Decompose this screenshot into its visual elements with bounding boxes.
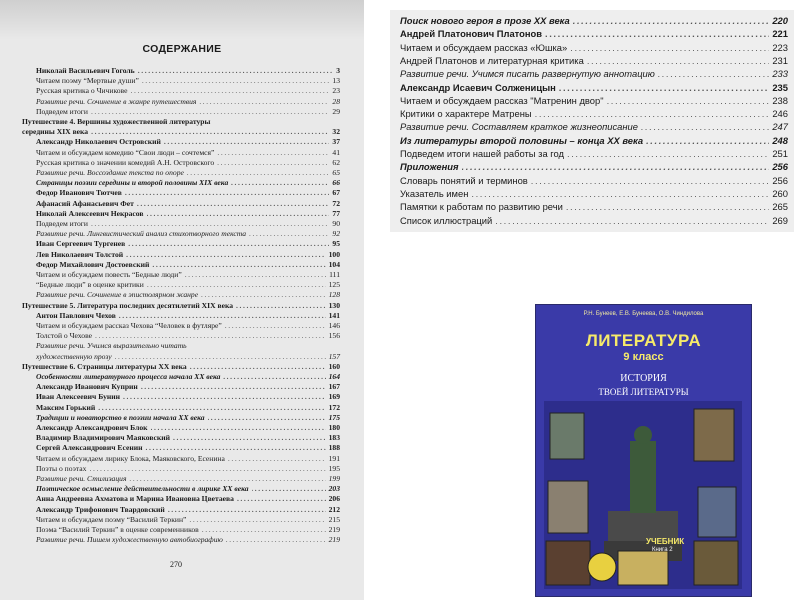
- toc-entry-page: 215: [328, 514, 340, 524]
- toc-entry-title: Русская критика о Чичикове: [36, 86, 128, 96]
- toc-entry-title: Из литературы второй половины – конца XX века: [400, 134, 644, 146]
- toc-entry: [36, 240, 340, 248]
- toc-entry: [36, 506, 340, 514]
- toc-dot-leader: [91, 108, 329, 116]
- toc-entry-page: 100: [328, 249, 340, 259]
- toc-dot-leader: [115, 353, 326, 361]
- toc-entry-page: 180: [328, 423, 340, 432]
- toc-entry-page: 212: [328, 504, 340, 514]
- toc-entry-page: 157: [328, 351, 340, 361]
- toc-entry-title: Толстой о Чехове: [36, 331, 93, 341]
- page-top-shadow: [0, 0, 364, 40]
- toc-entry: [400, 122, 788, 131]
- toc-entry-title: Подведем итоги: [36, 219, 88, 228]
- toc-entry: [36, 322, 340, 330]
- toc-entry-page: 32: [332, 127, 340, 137]
- toc-entry-title: Развитие речи. Стилизация: [36, 474, 127, 483]
- toc-entry-title: Федор Иванович Тютчев: [36, 188, 122, 198]
- toc-entry-page: 41: [332, 147, 340, 157]
- toc-entry: [36, 353, 340, 361]
- toc-dot-leader: [142, 77, 330, 85]
- toc-dot-leader: [185, 271, 326, 279]
- toc-entry-page: 203: [328, 484, 340, 494]
- cover-authors: Р.Н. Бунеев, Е.В. Бунеева, О.В. Чиндилова: [583, 311, 704, 317]
- toc-entry-title: Развитие речи. Учимся писать развернутую аннотацию: [400, 68, 655, 80]
- toc-entry-title: Читаем и обсуждаем поэму “Василий Теркин”: [36, 514, 187, 524]
- toc-entry: [36, 475, 340, 483]
- toc-dot-leader: [91, 220, 329, 228]
- toc-entry-title: Владимир Владимирович Маяковский: [36, 433, 171, 443]
- toc-entry-page: 125: [328, 280, 340, 290]
- toc-entry: [36, 526, 340, 534]
- toc-entry-title: Развитие речи. Лингвистический анализ стихотворного текста: [36, 229, 247, 239]
- toc-dot-leader: [125, 189, 330, 197]
- toc-entry-page: 67: [332, 188, 340, 198]
- toc-entry-title: Анна Андреевна Ахматова и Марина Ивановна Цветаева: [36, 494, 234, 504]
- toc-entry: [36, 312, 340, 320]
- toc-entry: [36, 383, 340, 391]
- toc-entry: [36, 98, 340, 106]
- toc-entry-page: 169: [328, 392, 340, 402]
- toc-entry-page: 206: [328, 494, 340, 504]
- toc-entry-title: Иван Сергеевич Тургенев: [36, 239, 126, 249]
- toc-dot-leader: [607, 96, 770, 105]
- toc-entry-title: Развитие речи. Сочинение в эпистолярном жанре: [36, 290, 199, 300]
- cover-textbook-label: УЧЕБНИК: [646, 537, 685, 546]
- toc-dot-leader: [237, 495, 326, 503]
- toc-entry: [22, 128, 340, 136]
- toc-entry-title: художественную прозу: [36, 351, 112, 361]
- toc-entry: [36, 251, 340, 259]
- toc-dot-leader: [217, 159, 329, 167]
- toc-entry-title: Читаем поэму “Мертвые души”: [36, 76, 139, 86]
- toc-entry: [36, 444, 340, 452]
- toc-dot-leader: [119, 312, 326, 320]
- toc-dot-leader: [567, 149, 769, 158]
- toc-entry-title: Особенности литературного процесса начала XX века: [36, 372, 221, 381]
- toc-entry: [36, 495, 340, 503]
- toc-entry-page: 265: [772, 201, 788, 213]
- toc-entry-title: Максим Горький: [36, 402, 96, 412]
- toc-entry-title: Путешествие 4. Вершины художественной литературы: [22, 117, 211, 126]
- toc-entry-title: Список иллюстраций: [400, 214, 493, 226]
- toc-entry-page: 72: [332, 198, 340, 208]
- toc-entry-page: 13: [332, 76, 340, 86]
- toc-dot-leader: [658, 69, 770, 78]
- toc-dot-leader: [164, 138, 330, 146]
- toc-dot-leader: [147, 210, 330, 218]
- toc-entry: [36, 179, 340, 187]
- toc-entry: [22, 363, 340, 371]
- toc-entry-title: середины XIX века: [22, 127, 89, 137]
- toc-entry: [36, 149, 340, 157]
- toc-entry-page: 223: [772, 41, 788, 53]
- toc-entry-title: Александр Иванович Куприн: [36, 382, 138, 392]
- cover-title: ЛИТЕРАТУРА: [585, 331, 702, 350]
- toc-entry-title: Поиск нового героя в прозе XX века: [400, 15, 570, 26]
- toc-entry-page: 29: [332, 106, 340, 116]
- toc-page-left: [0, 0, 364, 600]
- toc-entry-page: 66: [332, 178, 340, 188]
- toc-entry-page: 269: [772, 214, 788, 226]
- toc-dot-leader: [138, 67, 334, 75]
- toc-dot-leader: [226, 536, 326, 544]
- toc-entry-page: 128: [328, 290, 340, 300]
- toc-entry-title: Поэтическое осмысление действительности в лирике XX века: [36, 484, 249, 494]
- toc-entry-title: Развитие речи. Пишем художественную автобиографию: [36, 535, 223, 545]
- toc-entry-title: Словарь понятий и терминов: [400, 174, 528, 186]
- toc-entry-page: 172: [328, 402, 340, 412]
- toc-entry-title: Читаем и обсуждаем комедию “Свои люди – сочтемся”: [36, 147, 215, 157]
- toc-entry-title: Указатель имен: [400, 187, 469, 199]
- toc-entry: [36, 424, 340, 432]
- toc-dot-leader: [495, 216, 769, 225]
- toc-dot-leader: [208, 414, 326, 422]
- toc-entry: [400, 56, 788, 65]
- toc-entry: [36, 281, 340, 289]
- cover-grade: 9 класс: [623, 351, 664, 363]
- toc-dot-leader: [91, 128, 329, 136]
- toc-entry-page: 219: [328, 535, 340, 545]
- toc-entry: [36, 159, 340, 167]
- toc-dot-leader: [252, 485, 326, 493]
- toc-entry: [22, 118, 340, 126]
- toc-entry: [400, 43, 788, 52]
- toc-entry-page: 256: [772, 161, 788, 173]
- toc-entry-title: “Бедные люди” в оценке критики: [36, 280, 144, 290]
- toc-entry-page: 130: [328, 300, 340, 310]
- toc-entry-page: 238: [772, 94, 788, 106]
- toc-entry-title: Памятки к работам по развитию речи: [400, 201, 563, 213]
- toc-dot-leader: [123, 393, 326, 401]
- toc-entry: [36, 200, 340, 208]
- toc-dot-leader: [187, 169, 330, 177]
- toc-dot-leader: [152, 261, 325, 269]
- toc-entry: [400, 83, 788, 92]
- toc-entry-title: Читаем и обсуждаем лирику Блока, Маяковского, Есенина: [36, 453, 225, 463]
- toc-entry-title: Путешествие 5. Литература последних десятилетий XIX века: [22, 300, 234, 310]
- toc-entry: [36, 189, 340, 197]
- toc-heading: СОДЕРЖАНИЕ: [142, 43, 222, 55]
- toc-entry-page: 183: [328, 433, 340, 443]
- toc-entry-title: Читаем и обсуждаем рассказ Чехова “Человек в футляре”: [36, 321, 222, 330]
- toc-entry-title: Критики о характере Матрены: [400, 108, 532, 120]
- toc-entry-title: Читаем и обсуждаем повесть “Бедные люди”: [36, 270, 182, 279]
- toc-entry-title: Путешествие 6. Страницы литературы XX века: [22, 361, 187, 371]
- toc-entry-page: 251: [772, 148, 788, 159]
- toc-entry: [400, 176, 788, 185]
- toc-dot-leader: [545, 29, 769, 38]
- toc-dot-leader: [89, 465, 325, 473]
- toc-entry-title: Подведем итоги нашей работы за год: [400, 148, 564, 159]
- toc-entry-page: 77: [332, 208, 340, 218]
- toc-entry-page: 141: [328, 310, 340, 320]
- toc-entry: [36, 138, 340, 146]
- toc-entry-title: Страницы поэзии середины и второй половины XIX века: [36, 178, 229, 188]
- toc-dot-leader: [189, 516, 325, 524]
- toc-entry-page: 220: [772, 15, 788, 26]
- toc-entry: [36, 210, 340, 218]
- toc-entry-page: 92: [332, 229, 340, 239]
- toc-entry: [36, 393, 340, 401]
- toc-entry-page: 191: [328, 453, 340, 463]
- toc-dot-leader: [168, 506, 326, 514]
- toc-entry: [36, 220, 340, 228]
- toc-entry-page: 28: [332, 96, 340, 106]
- toc-dot-leader: [587, 56, 770, 65]
- toc-entry-title: Андрей Платонов и литературная критика: [400, 54, 584, 66]
- toc-entry-page: 219: [328, 525, 340, 534]
- toc-dot-leader: [217, 149, 329, 157]
- toc-entry-page: 111: [329, 270, 340, 279]
- toc-dot-leader: [98, 404, 325, 412]
- toc-entry-title: Развитие речи. Составляем краткое жизнеописание: [400, 121, 638, 133]
- toc-entry-page: 146: [328, 321, 340, 330]
- toc-entry-title: Лев Николаевич Толстой: [36, 249, 124, 259]
- toc-dot-leader: [95, 332, 326, 340]
- toc-entry-page: 156: [328, 331, 340, 341]
- toc-dot-leader: [126, 251, 325, 259]
- toc-entry-page: 65: [332, 168, 340, 177]
- toc-dot-leader: [130, 87, 329, 95]
- toc-entry: [36, 271, 340, 279]
- cover-book-part: Книга 2: [652, 547, 673, 553]
- toc-dot-leader: [128, 240, 329, 248]
- toc-entry-title: Николай Алексеевич Некрасов: [36, 208, 144, 218]
- toc-entry: [400, 202, 788, 211]
- toc-entry: [400, 216, 788, 225]
- toc-entry-page: 104: [328, 259, 340, 269]
- toc-entry-page: 256: [772, 174, 788, 186]
- toc-dot-leader: [190, 363, 326, 371]
- toc-entry: [36, 291, 340, 299]
- toc-entry: [36, 77, 340, 85]
- toc-entry-title: Поэты о поэтах: [36, 463, 87, 473]
- book-cover: [535, 304, 752, 597]
- toc-entry-page: 164: [328, 372, 340, 381]
- toc-entry: [36, 230, 340, 238]
- toc-dot-leader: [559, 83, 770, 92]
- toc-dot-leader: [573, 16, 770, 25]
- toc-entry-title: Развитие речи. Учимся выразительно читать: [36, 341, 187, 351]
- toc-entry: [400, 16, 788, 25]
- toc-entry: [36, 414, 340, 422]
- toc-entry-title: Традиции и новаторство в поэзии начала XX века: [36, 412, 205, 422]
- toc-entry-title: Александр Александрович Блок: [36, 423, 148, 432]
- toc-dot-leader: [535, 109, 770, 118]
- cover-illustration: [544, 401, 742, 589]
- toc-entry: [36, 434, 340, 442]
- toc-entry-page: 248: [772, 134, 788, 146]
- toc-dot-leader: [566, 202, 770, 211]
- toc-entry-title: Александр Исаевич Солженицын: [400, 81, 556, 93]
- toc-entry: [36, 516, 340, 524]
- cover-history: ИСТОРИЯ: [620, 373, 667, 384]
- toc-entry: [36, 67, 340, 75]
- toc-dot-leader: [471, 189, 769, 198]
- toc-entry-page: 90: [332, 219, 340, 228]
- toc-dot-leader: [129, 475, 325, 483]
- toc-entry-title: Читаем и обсуждаем рассказ «Юшка»: [400, 41, 568, 53]
- toc-entry: [36, 108, 340, 116]
- toc-entry-title: Поэма “Василий Теркин” в оценке современников: [36, 525, 199, 534]
- toc-entry: [36, 404, 340, 412]
- toc-entry-page: 247: [772, 121, 788, 133]
- toc-entry: [36, 373, 340, 381]
- toc-entry: [22, 302, 340, 310]
- toc-dot-leader: [641, 122, 769, 131]
- toc-dot-leader: [147, 281, 326, 289]
- toc-dot-leader: [201, 291, 326, 299]
- toc-dot-leader: [462, 162, 770, 171]
- toc-entry-page: 167: [328, 382, 340, 392]
- toc-entry-page: 175: [328, 412, 340, 422]
- toc-entry: [400, 149, 788, 158]
- toc-entry-page: 260: [772, 187, 788, 199]
- toc-entry-page: 199: [328, 474, 340, 483]
- toc-entry: [400, 96, 788, 105]
- toc-entry-title: Афанасий Афанасьевич Фет: [36, 198, 134, 208]
- page-number: 270: [170, 560, 182, 569]
- toc-entry-title: Антон Павлович Чехов: [36, 310, 116, 320]
- toc-entry-title: Приложения: [400, 161, 459, 173]
- toc-entry: [36, 87, 340, 95]
- toc-entry: [400, 109, 788, 118]
- toc-dot-leader: [646, 136, 769, 145]
- toc-entry: [400, 29, 788, 38]
- toc-entry-page: 233: [772, 68, 788, 80]
- toc-entry-page: 160: [328, 361, 340, 371]
- cover-subtitle: ТВОЕЙ ЛИТЕРАТУРЫ: [598, 387, 689, 397]
- toc-dot-leader: [249, 230, 329, 238]
- toc-entry: [36, 455, 340, 463]
- toc-entry-page: 3: [336, 66, 340, 75]
- toc-entry: [36, 465, 340, 473]
- toc-entry-title: Сергей Александрович Есенин: [36, 443, 143, 453]
- toc-dot-leader: [231, 179, 329, 187]
- toc-entry: [36, 536, 340, 544]
- toc-entry: [36, 485, 340, 493]
- toc-dot-leader: [173, 434, 326, 442]
- toc-entry: [36, 261, 340, 269]
- toc-entry-page: 195: [328, 463, 340, 473]
- toc-dot-leader: [223, 373, 325, 381]
- toc-entry-title: Иван Алексеевич Бунин: [36, 392, 120, 402]
- toc-entry: [400, 189, 788, 198]
- toc-dot-leader: [151, 424, 326, 432]
- toc-dot-leader: [531, 176, 770, 185]
- toc-dot-leader: [225, 322, 326, 330]
- toc-dot-leader: [202, 526, 326, 534]
- toc-dot-leader: [570, 43, 769, 52]
- toc-entry-page: 23: [332, 86, 340, 96]
- toc-dot-leader: [199, 98, 329, 106]
- toc-entry-page: 246: [772, 108, 788, 120]
- toc-entry: [36, 332, 340, 340]
- toc-entry-page: 221: [772, 28, 788, 40]
- toc-entry-title: Александр Николаевич Островский: [36, 137, 161, 147]
- toc-entry: [400, 69, 788, 78]
- toc-entry-title: Развитие речи. Воссоздание текста по опоре: [36, 168, 184, 177]
- toc-entry-title: Подведем итоги: [36, 106, 88, 116]
- toc-entry: [36, 342, 340, 350]
- toc-entry-page: 235: [772, 81, 788, 93]
- toc-entry-title: Русская критика о значении комедий А.Н. Островского: [36, 157, 215, 167]
- toc-entry-title: Развитие речи. Сочинение в жанре путешествия: [36, 96, 197, 106]
- toc-page-right: [390, 10, 794, 232]
- toc-dot-leader: [141, 383, 326, 391]
- toc-dot-leader: [145, 444, 325, 452]
- toc-entry: [400, 136, 788, 145]
- toc-dot-leader: [228, 455, 326, 463]
- toc-entry-page: 231: [772, 54, 788, 66]
- toc-entry-title: Андрей Платонович Платонов: [400, 28, 543, 40]
- toc-entry: [400, 162, 788, 171]
- toc-entry-title: Александр Трифонович Твардовский: [36, 504, 165, 514]
- toc-entry-page: 95: [332, 239, 340, 249]
- toc-entry-title: Федор Михайлович Достоевский: [36, 259, 150, 269]
- toc-dot-leader: [236, 302, 326, 310]
- toc-entry-page: 188: [328, 443, 340, 453]
- toc-entry-title: Николай Васильевич Гоголь: [36, 66, 135, 75]
- toc-entry: [36, 169, 340, 177]
- toc-entry-page: 37: [332, 137, 340, 147]
- toc-entry-page: 62: [332, 157, 340, 167]
- toc-entry-title: Читаем и обсуждаем рассказ "Матренин двор": [400, 94, 604, 106]
- toc-dot-leader: [137, 200, 330, 208]
